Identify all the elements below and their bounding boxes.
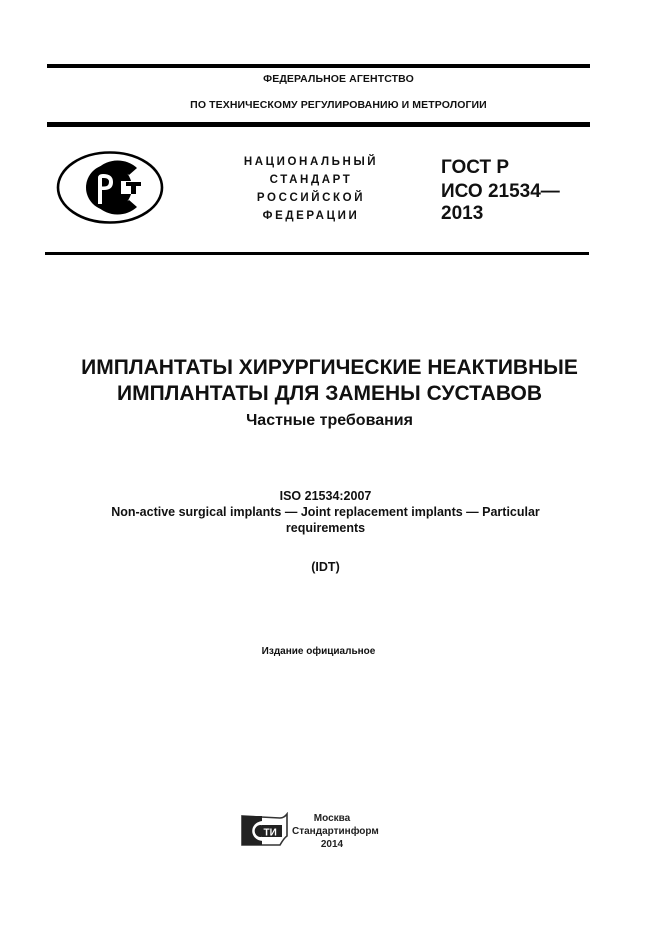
standard-code-line: ИСО 21534— (441, 181, 560, 202)
publisher-city: Москва (313, 813, 351, 824)
standard-block-rule (45, 252, 589, 255)
gost-r-logo-icon (55, 150, 165, 225)
header-bottom-rule (47, 122, 590, 127)
iso-title-line-1: Non-active surgical implants — Joint replacement implants — Particular (111, 505, 540, 519)
publisher-name: Стандартинформ (292, 826, 379, 837)
national-standard-line: РОССИЙСКОЙ (256, 192, 366, 204)
standartinform-logo-icon (240, 812, 290, 848)
official-edition-label: Издание официальное (261, 646, 376, 657)
document-subtitle: Частные требования (246, 412, 413, 429)
standard-code (441, 156, 560, 226)
national-standard-line: ФЕДЕРАЦИИ (262, 210, 360, 222)
national-standard-line: НАЦИОНАЛЬНЫЙ (243, 156, 379, 168)
top-rule (47, 64, 590, 68)
document-title-line-2: ИМПЛАНТАТЫ ДЛЯ ЗАМЕНЫ СУСТАВОВ (116, 382, 542, 405)
iso-title-line-2: requirements (285, 521, 366, 535)
publisher-info (292, 812, 379, 851)
standard-code-line: ГОСТ Р (441, 157, 510, 178)
agency-line-1: ФЕДЕРАЛЬНОЕ АГЕНТСТВО (263, 73, 414, 85)
equivalence-degree: (IDT) (311, 560, 340, 574)
publication-year: 2014 (320, 839, 344, 850)
national-standard-label (232, 153, 390, 225)
agency-line-2: ПО ТЕХНИЧЕСКОМУ РЕГУЛИРОВАНИЮ И МЕТРОЛОГИИ (190, 99, 487, 111)
document-title-line-1: ИМПЛАНТАТЫ ХИРУРГИЧЕСКИЕ НЕАКТИВНЫЕ (81, 356, 578, 379)
svg-text:ТИ: ТИ (263, 827, 277, 839)
standard-code-line: 2013 (441, 203, 484, 224)
iso-number: ISO 21534:2007 (279, 489, 372, 503)
national-standard-line: СТАНДАРТ (269, 174, 353, 186)
